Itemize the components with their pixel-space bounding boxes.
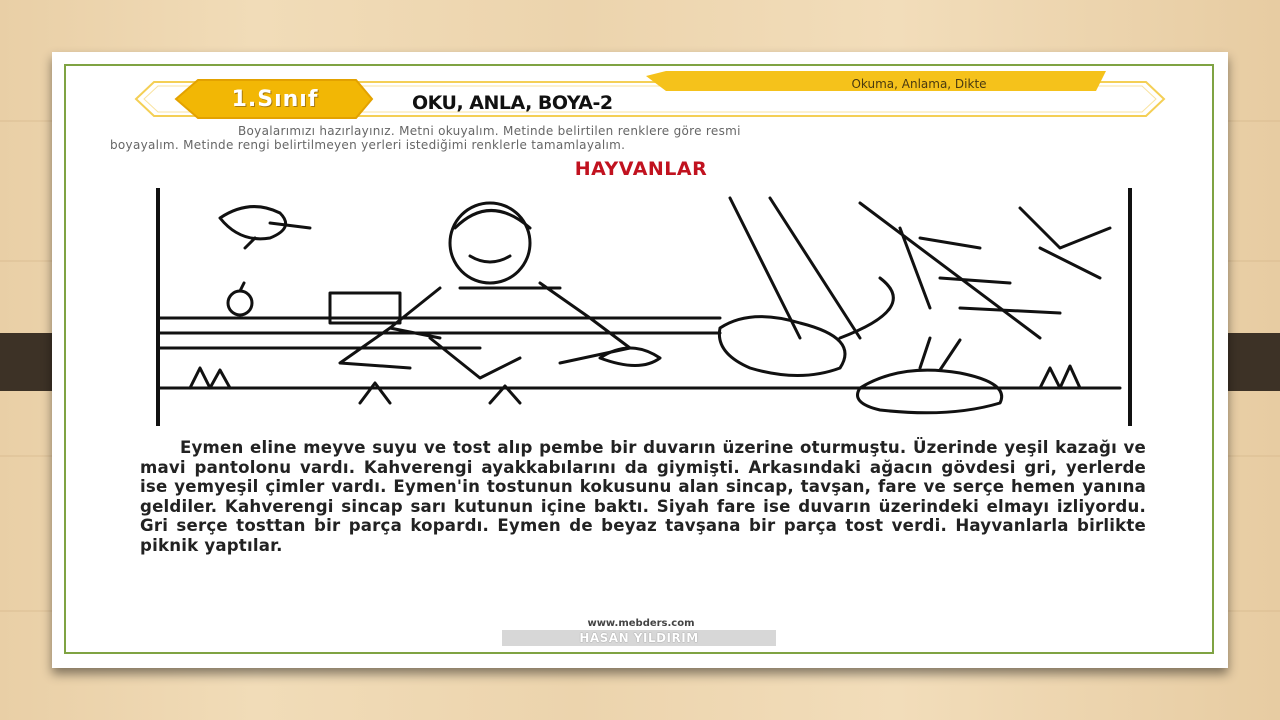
- coloring-illustration: [160, 188, 1128, 426]
- footer-author: HASAN YILDIRIM: [502, 630, 776, 646]
- footer-website: www.mebders.com: [587, 618, 695, 629]
- worksheet-title: OKU, ANLA, BOYA-2: [412, 92, 613, 114]
- skills-tab: Okuma, Anlama, Dikte: [851, 77, 987, 91]
- instruction-text: [110, 124, 1100, 152]
- slide: [52, 52, 1228, 668]
- story-paragraph: Eymen eline meyve suyu ve tost alıp pembe bir duvarın üzerine oturmuştu. Üzerinde yeşil kazağı ve mavi pantolonu vardı. Kahverengi ayakkabılarını da giymişti. Arkasındaki ağacın gövdesi gri, yerlerde ise yemyeşil çimler vardı. Eymen'in tostunun kokusunu alan sincap, tavşan, fare ve serçe hemen yanına geldiler. Kahverengi sincap sarı kutunun içine baktı. Siyah fare ise duvarın üzerindeki elmayı izliyordu. Gri serçe tosttan bir parça kopardı. Eymen de beyaz tavşana bir parça tost verdi. Hayvanlarla birlikte piknik yaptılar.: [140, 438, 1146, 555]
- story-title: HAYVANLAR: [574, 158, 708, 180]
- coloring-picture: [156, 188, 1132, 426]
- grade-badge: 1.Sınıf: [231, 86, 319, 112]
- instruction-line-1: Boyalarımızı hazırlayınız. Metni okuyalım. Metinde belirtilen renklere göre resmi: [238, 124, 741, 138]
- worksheet: [64, 64, 1214, 654]
- instruction-line-2: boyayalım. Metinde rengi belirtilmeyen yerleri istediğimi renklerle tamamlayalım.: [110, 138, 626, 152]
